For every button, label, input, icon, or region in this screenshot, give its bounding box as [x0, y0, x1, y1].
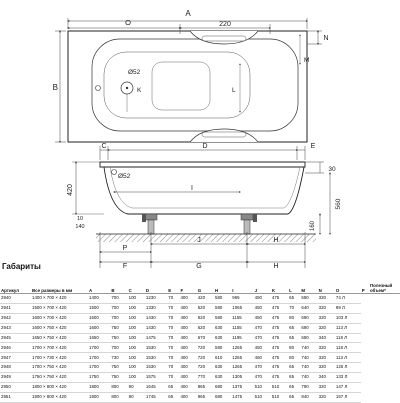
- table-cell: 1430: [145, 313, 167, 323]
- label-p: P: [122, 245, 128, 252]
- table-cell: 670: [197, 333, 214, 343]
- specs-table: [0, 282, 400, 403]
- table-cell: 610: [214, 353, 231, 363]
- table-cell: 620: [197, 323, 214, 333]
- label-220: 220: [219, 21, 231, 28]
- table-cell: 1430: [145, 323, 167, 333]
- table-cell: 475: [271, 373, 288, 383]
- table-row: [0, 373, 400, 383]
- table-cell: 460: [254, 353, 271, 363]
- table-cell: 80: [288, 353, 300, 363]
- table-cell: 840: [300, 392, 317, 402]
- table-cell: 2949: [0, 373, 31, 383]
- table-cell: 450: [254, 303, 271, 313]
- label-f: F: [122, 263, 128, 270]
- table-cell: 2943: [0, 323, 31, 333]
- side-view-rim: [100, 162, 305, 167]
- label-diameter-52-side: Ø52: [118, 173, 131, 180]
- table-cell: 450: [254, 294, 271, 304]
- drain-center: [126, 87, 128, 89]
- section-title: Габариты: [2, 262, 41, 271]
- table-cell: 520: [197, 303, 214, 313]
- table-cell: 1265: [231, 343, 253, 353]
- label-c: C: [101, 143, 107, 150]
- label-m: M: [304, 57, 310, 64]
- table-cell: 1745: [145, 392, 167, 402]
- table-cell: 1195: [231, 333, 253, 343]
- table-cell: 1800 × 800 × 420: [31, 383, 88, 393]
- table-cell: 475: [271, 343, 288, 353]
- table-cell: 420: [197, 294, 214, 304]
- table-cell: 2942: [0, 313, 31, 323]
- label-160: 160: [310, 220, 316, 232]
- table-cell: 340: [318, 333, 335, 343]
- table-cell: 400: [179, 392, 196, 402]
- leg-left: [142, 214, 157, 234]
- table-cell: 100: [128, 343, 145, 353]
- top-view: [53, 9, 329, 142]
- table-cell: 1155: [231, 323, 253, 333]
- table-cell: 475: [271, 323, 288, 333]
- table-cell: 70: [167, 363, 179, 373]
- table-cell: 800: [110, 383, 127, 393]
- table-cell: 320: [318, 294, 335, 304]
- table-row: [0, 323, 400, 333]
- table-cell: 630: [214, 333, 231, 343]
- table-cell: 65: [288, 333, 300, 343]
- label-30: 30: [328, 166, 336, 173]
- header-f: F: [179, 282, 196, 294]
- header-e: E: [167, 282, 179, 294]
- table-cell: 100: [128, 363, 145, 373]
- table-cell: 700: [110, 313, 127, 323]
- table-cell: 100: [128, 303, 145, 313]
- table-cell: 700: [110, 343, 127, 353]
- table-cell: 1230: [145, 294, 167, 304]
- label-i: I: [191, 185, 193, 192]
- table-cell: 1650: [88, 333, 110, 343]
- table-cell: 113 Л: [335, 353, 361, 363]
- table-cell: 965: [197, 392, 214, 402]
- table-cell: 400: [179, 333, 196, 343]
- table-cell: 580: [214, 303, 231, 313]
- table-cell: 70: [167, 373, 179, 383]
- header-d: D: [145, 282, 167, 294]
- table-cell: 700: [110, 294, 127, 304]
- header-c: C: [128, 282, 145, 294]
- table-cell: 580: [214, 313, 231, 323]
- table-cell: 103 Л: [335, 313, 361, 323]
- table-cell: 1600 × 700 × 420: [31, 313, 88, 323]
- specs-header-row: [0, 282, 400, 294]
- table-cell: 400: [179, 363, 196, 373]
- table-cell: 680: [214, 392, 231, 402]
- table-cell: 100: [128, 323, 145, 333]
- table-cell: 1500 × 700 × 420: [31, 303, 88, 313]
- table-cell: 1700: [88, 363, 110, 373]
- side-view: [67, 143, 342, 270]
- label-j: J: [197, 237, 201, 244]
- table-cell: 1650 × 750 × 420: [31, 333, 88, 343]
- table-cell: 1600 × 750 × 420: [31, 323, 88, 333]
- table-cell: 90: [128, 392, 145, 402]
- header-m: M: [300, 282, 317, 294]
- table-cell: 450: [254, 313, 271, 323]
- table-cell: 470: [254, 363, 271, 373]
- table-cell: 1600: [88, 313, 110, 323]
- table-cell: 320: [318, 363, 335, 373]
- table-cell: 1700: [88, 343, 110, 353]
- table-cell: 740: [300, 353, 317, 363]
- table-cell: 100: [128, 353, 145, 363]
- table-cell: 70: [167, 294, 179, 304]
- table-cell: 400: [179, 294, 196, 304]
- table-cell: 690: [300, 333, 317, 343]
- table-cell: 70: [167, 313, 179, 323]
- table-cell: 65: [288, 294, 300, 304]
- table-cell: 320: [318, 303, 335, 313]
- overflow-hole: [96, 86, 101, 91]
- table-cell: 510: [271, 392, 288, 402]
- table-cell: 740: [300, 373, 317, 383]
- table-cell: 400: [179, 353, 196, 363]
- table-cell: 74 Л: [335, 294, 361, 304]
- label-k: K: [137, 87, 142, 94]
- table-cell: 125 Л: [335, 363, 361, 373]
- header-j: J: [254, 282, 271, 294]
- table-cell: 720: [197, 353, 214, 363]
- table-cell: 1400 × 700 × 420: [31, 294, 88, 304]
- table-cell: 965: [231, 294, 253, 304]
- table-cell: 90: [128, 383, 145, 393]
- table-cell: 320: [318, 343, 335, 353]
- label-a: A: [185, 9, 191, 18]
- table-cell: 65: [288, 383, 300, 393]
- table-cell: 133 Л: [335, 373, 361, 383]
- table-row: [0, 363, 400, 373]
- table-cell: 320: [318, 323, 335, 333]
- label-n: N: [323, 35, 329, 42]
- anti-slip-area: [152, 62, 210, 110]
- label-h-bottom: H: [273, 263, 279, 270]
- table-cell: 470: [254, 333, 271, 343]
- table-cell: 2950: [0, 383, 31, 393]
- table-cell: 620: [197, 313, 214, 323]
- label-e: E: [310, 143, 316, 150]
- table-row: [0, 343, 400, 353]
- table-cell: 800: [110, 392, 127, 402]
- table-cell: 65: [288, 392, 300, 402]
- table-cell: 65: [288, 323, 300, 333]
- header-n: N: [318, 282, 335, 294]
- table-cell: 475: [271, 353, 288, 363]
- table-cell: 1575: [145, 373, 167, 383]
- header-a: A: [88, 282, 110, 294]
- table-cell: 720: [197, 363, 214, 373]
- table-cell: 70: [288, 303, 300, 313]
- side-view-body: [104, 167, 304, 214]
- table-cell: 70: [167, 343, 179, 353]
- table-row: [0, 294, 400, 304]
- table-cell: 475: [271, 333, 288, 343]
- table-cell: 1375: [231, 383, 253, 393]
- side-view-inner: [110, 167, 300, 208]
- table-cell: 320: [318, 392, 335, 402]
- header-b: B: [110, 282, 127, 294]
- table-cell: 590: [300, 294, 317, 304]
- label-560: 560: [335, 198, 342, 210]
- table-cell: 157 Л: [335, 392, 361, 402]
- table-cell: 580: [214, 343, 231, 353]
- table-cell: 730: [110, 353, 127, 363]
- table-cell: 740: [300, 363, 317, 373]
- table-cell: 70: [167, 333, 179, 343]
- header-g: G: [197, 282, 214, 294]
- table-cell: 690: [300, 313, 317, 323]
- table-cell: 510: [271, 383, 288, 393]
- label-diameter-52-top: Ø52: [128, 69, 141, 76]
- table-cell: 475: [271, 313, 288, 323]
- table-cell: 1530: [145, 363, 167, 373]
- table-cell: 630: [214, 363, 231, 373]
- table-cell: 118 Л: [335, 343, 361, 353]
- table-cell: 1700: [88, 353, 110, 363]
- table-cell: 1750: [88, 373, 110, 383]
- table-cell: 1645: [145, 383, 167, 393]
- label-10: 10: [76, 216, 84, 222]
- table-cell: 750: [110, 323, 127, 333]
- table-cell: 400: [179, 383, 196, 393]
- table-cell: 640: [300, 303, 317, 313]
- table-cell: 320: [318, 313, 335, 323]
- header-o: O: [335, 282, 361, 294]
- table-cell: 770: [197, 373, 214, 383]
- header-volume: Полезный объем*: [369, 282, 400, 294]
- table-cell: 1155: [231, 313, 253, 323]
- table-cell: 340: [318, 373, 335, 383]
- table-cell: 1530: [145, 353, 167, 363]
- table-row: [0, 383, 400, 393]
- table-cell: 65: [167, 383, 179, 393]
- header-h: H: [214, 282, 231, 294]
- table-cell: 1750 × 750 × 420: [31, 373, 88, 383]
- header-i: I: [231, 282, 253, 294]
- table-cell: 1265: [231, 353, 253, 363]
- table-cell: 400: [179, 303, 196, 313]
- table-row: [0, 333, 400, 343]
- table-cell: 65: [288, 363, 300, 373]
- table-cell: 720: [197, 343, 214, 353]
- table-cell: 400: [179, 313, 196, 323]
- table-cell: 1065: [231, 303, 253, 313]
- header-l: L: [288, 282, 300, 294]
- table-cell: 2945: [0, 333, 31, 343]
- header-k: K: [271, 282, 288, 294]
- table-cell: 1530: [145, 343, 167, 353]
- table-cell: 790: [300, 383, 317, 393]
- label-140: 140: [75, 224, 85, 230]
- table-cell: 2946: [0, 343, 31, 353]
- table-cell: 740: [300, 343, 317, 353]
- table-row: [0, 313, 400, 323]
- table-cell: 118 Л: [335, 333, 361, 343]
- table-cell: 680: [214, 383, 231, 393]
- label-g: G: [196, 263, 202, 270]
- table-cell: 400: [179, 373, 196, 383]
- table-cell: 750: [110, 333, 127, 343]
- table-cell: 65: [288, 373, 300, 383]
- table-cell: 147 Л: [335, 383, 361, 393]
- table-cell: 1700 × 730 × 420: [31, 353, 88, 363]
- table-cell: 65: [167, 392, 179, 402]
- leg-right: [241, 214, 257, 234]
- table-cell: 475: [271, 294, 288, 304]
- table-cell: 510: [254, 392, 271, 402]
- table-cell: 70: [167, 353, 179, 363]
- table-cell: 100: [128, 294, 145, 304]
- table-cell: 1305: [231, 373, 253, 383]
- table-cell: 450: [254, 343, 271, 353]
- table-cell: 1800: [88, 383, 110, 393]
- table-cell: 750: [110, 363, 127, 373]
- table-cell: 1400: [88, 294, 110, 304]
- table-cell: 113 Л: [335, 323, 361, 333]
- table-row: [0, 303, 400, 313]
- label-420: 420: [67, 184, 74, 196]
- table-cell: 80: [288, 313, 300, 323]
- table-cell: 1475: [145, 333, 167, 343]
- table-row: [0, 353, 400, 363]
- overflow-side: [112, 170, 117, 175]
- handle-top: [190, 31, 258, 44]
- table-cell: 100: [128, 373, 145, 383]
- table-cell: 470: [254, 373, 271, 383]
- table-cell: 475: [271, 363, 288, 373]
- table-cell: 750: [110, 373, 127, 383]
- table-cell: 510: [254, 383, 271, 393]
- table-cell: 1475: [231, 392, 253, 402]
- table-cell: 580: [214, 294, 231, 304]
- header-p: P: [361, 282, 369, 294]
- table-cell: 2947: [0, 353, 31, 363]
- table-cell: 1265: [231, 363, 253, 373]
- table-cell: 320: [318, 353, 335, 363]
- header-article: Артикул: [0, 282, 31, 294]
- table-cell: 630: [214, 323, 231, 333]
- table-cell: 1330: [145, 303, 167, 313]
- floor-hatch: [96, 234, 316, 242]
- header-dimensions: Все размеры в мм: [31, 282, 88, 294]
- label-d: D: [202, 143, 208, 150]
- table-cell: 1500: [88, 303, 110, 313]
- table-cell: 1900 × 800 × 420: [31, 392, 88, 402]
- table-row: [0, 392, 400, 402]
- table-cell: 100: [128, 333, 145, 343]
- table-cell: 80: [288, 343, 300, 353]
- label-b: B: [52, 83, 58, 92]
- table-cell: 400: [179, 323, 196, 333]
- label-h: H: [273, 237, 279, 244]
- table-cell: 70: [167, 323, 179, 333]
- table-cell: 1900: [88, 392, 110, 402]
- table-cell: 865: [197, 383, 214, 393]
- table-cell: 2940: [0, 294, 31, 304]
- table-cell: 400: [179, 343, 196, 353]
- table-cell: 1600: [88, 323, 110, 333]
- table-cell: 2951: [0, 392, 31, 402]
- table-cell: 1700 × 750 × 420: [31, 363, 88, 373]
- table-cell: 100: [128, 313, 145, 323]
- table-cell: 2948: [0, 363, 31, 373]
- table-cell: 89 Л: [335, 303, 361, 313]
- table-cell: 700: [110, 303, 127, 313]
- table-cell: 320: [318, 383, 335, 393]
- table-cell: 2941: [0, 303, 31, 313]
- table-cell: 690: [300, 323, 317, 333]
- table-cell: 470: [254, 323, 271, 333]
- label-o: O: [125, 18, 131, 27]
- label-l: L: [232, 87, 236, 94]
- table-cell: 1700 × 700 × 420: [31, 343, 88, 353]
- specs-table-body: [0, 294, 400, 403]
- table-cell: 70: [167, 303, 179, 313]
- table-cell: 475: [271, 303, 288, 313]
- top-view-basin: [92, 39, 298, 131]
- table-cell: 630: [214, 373, 231, 383]
